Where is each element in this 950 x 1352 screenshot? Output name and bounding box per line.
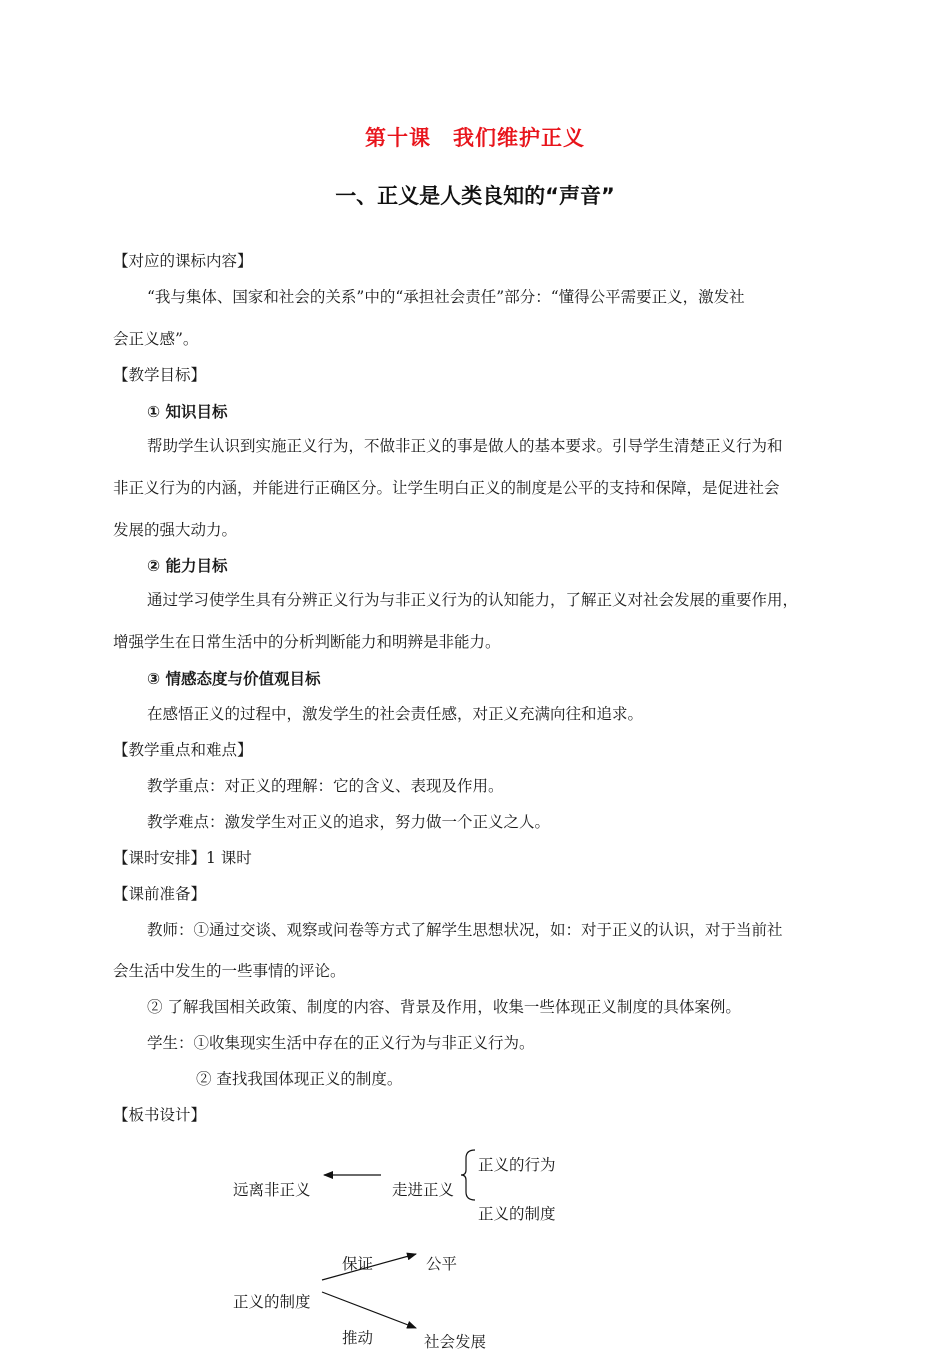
board-branch-just-behavior: 正义的行为	[478, 1156, 556, 1174]
keypoints-heading: 【教学重点和难点】	[113, 741, 253, 759]
ability-goal-heading: ② 能力目标	[147, 557, 228, 575]
board-heading: 【板书设计】	[113, 1106, 207, 1124]
preparation-heading: 【课前准备】	[113, 885, 207, 903]
knowledge-goal-line-2: 非正义行为的内涵，并能进行正确区分。让学生明白正义的制度是公平的支持和保障，是促进社会	[113, 479, 780, 497]
teacher-prep-1a: 教师：①通过交谈、观察或问卷等方式了解学生思想状况，如：对于正义的认识，对于当前社	[147, 921, 783, 939]
board-label-promote: 推动	[342, 1329, 374, 1347]
schedule-heading: 【课时安排】	[113, 849, 207, 867]
curriculum-line-2: 会正义感”。	[113, 330, 199, 348]
curriculum-heading: 【对应的课标内容】	[113, 252, 253, 270]
ability-goal-line-1: 通过学习使学生具有分辨正义行为与非正义行为的认知能力，了解正义对社会发展的重要作用，	[147, 591, 799, 609]
arrow-promote	[322, 1292, 416, 1328]
goals-heading: 【教学目标】	[113, 366, 207, 384]
arrow-guarantee	[322, 1254, 416, 1280]
student-prep-1: 学生：①收集现实生活中存在的正义行为与非正义行为。	[147, 1034, 535, 1052]
board-fairness: 公平	[426, 1255, 458, 1273]
teacher-prep-1b: 会生活中发生的一些事情的评论。	[113, 962, 346, 980]
board-just-system: 正义的制度	[233, 1293, 311, 1311]
board-social-development: 社会发展	[424, 1333, 487, 1351]
board-far-from-injustice: 远离非正义	[233, 1181, 311, 1199]
knowledge-goal-heading: ① 知识目标	[147, 403, 228, 421]
section-subtitle: 一、正义是人类良知的“声音”	[335, 184, 615, 208]
emotion-goal-line-1: 在感悟正义的过程中，激发学生的社会责任感，对正义充满向往和追求。	[147, 705, 644, 723]
curriculum-line-1: “我与集体、国家和社会的关系”中的“承担社会责任”部分：“懂得公平需要正义，激发社	[147, 288, 745, 306]
teaching-difficulty: 教学难点：激发学生对正义的追求，努力做一个正义之人。	[147, 813, 551, 831]
board-enter-justice: 走进正义	[392, 1181, 455, 1199]
curly-brace	[461, 1150, 475, 1200]
student-prep-2: ② 查找我国体现正义的制度。	[196, 1070, 403, 1088]
board-branch-just-system: 正义的制度	[478, 1205, 556, 1223]
teaching-focus: 教学重点：对正义的理解：它的含义、表现及作用。	[147, 777, 504, 795]
emotion-goal-heading: ③ 情感态度与价值观目标	[147, 670, 321, 688]
ability-goal-line-2: 增强学生在日常生活中的分析判断能力和明辨是非能力。	[113, 633, 501, 651]
lesson-title: 第十课 我们维护正义	[365, 126, 585, 150]
board-label-guarantee: 保证	[342, 1255, 374, 1273]
knowledge-goal-line-3: 发展的强大动力。	[113, 521, 238, 539]
teacher-prep-2: ② 了解我国相关政策、制度的内容、背景及作用，收集一些体现正义制度的具体案例。	[147, 998, 741, 1016]
knowledge-goal-line-1: 帮助学生认识到实施正义行为，不做非正义的事是做人的基本要求。引导学生清楚正义行为和	[147, 437, 783, 455]
schedule-value: 1 课时	[206, 849, 252, 867]
